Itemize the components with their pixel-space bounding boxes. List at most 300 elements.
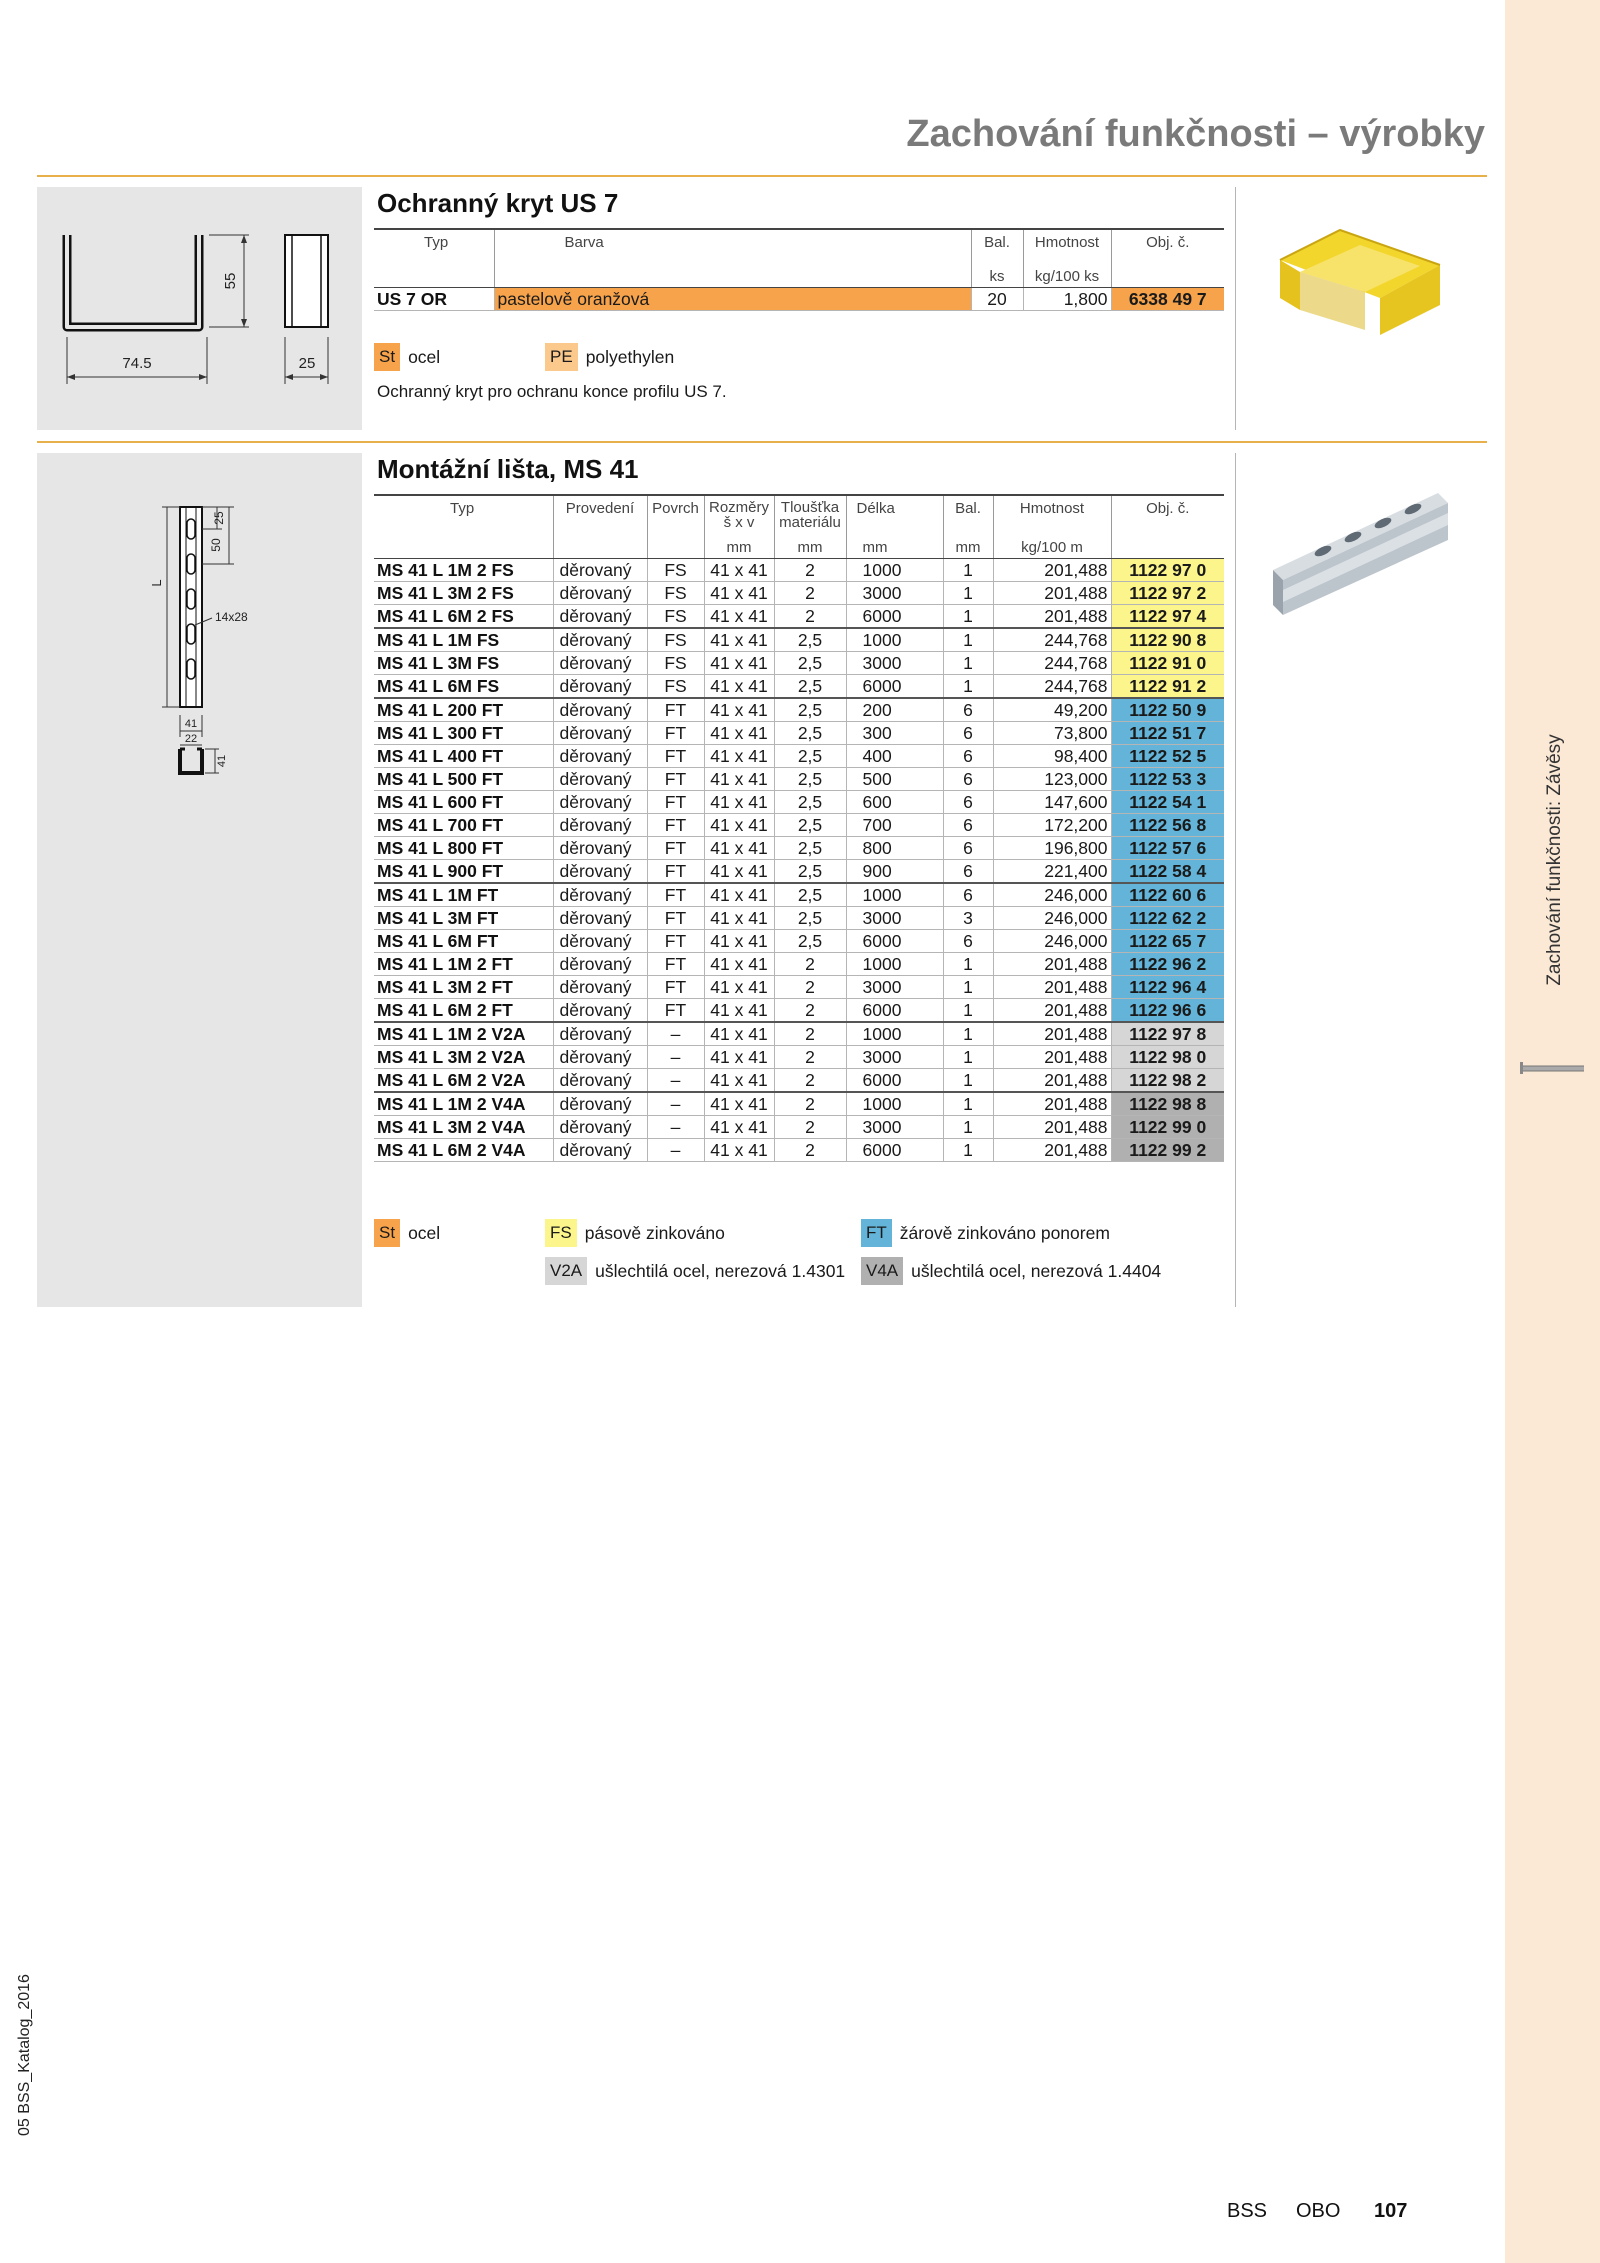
cell-provedeni: děrovaný xyxy=(553,975,647,998)
cell-povrch: FS xyxy=(647,651,704,674)
cell-provedeni: děrovaný xyxy=(553,721,647,744)
cell-typ: MS 41 L 6M 2 V2A xyxy=(374,1068,553,1092)
table-row xyxy=(374,883,1224,907)
cell-povrch: – xyxy=(647,1115,704,1138)
cell-rozmery: 41 x 41 xyxy=(704,813,774,836)
section1-note: Ochranný kryt pro ochranu konce profilu US 7. xyxy=(377,382,727,401)
side-strip xyxy=(1505,0,1600,2263)
unit-tloustka: mm xyxy=(774,530,846,558)
cell-delka: 1000 xyxy=(846,952,943,975)
cell-bal: 1 xyxy=(943,604,993,628)
cell-hmotnost: 246,000 xyxy=(993,883,1111,907)
cell-typ: MS 41 L 3M 2 V2A xyxy=(374,1045,553,1068)
cell-typ: MS 41 L 1M 2 FS xyxy=(374,558,553,581)
cell-provedeni: děrovaný xyxy=(553,883,647,907)
cell-provedeni: děrovaný xyxy=(553,651,647,674)
cell-tloustka: 2,5 xyxy=(774,651,846,674)
cell-tloustka: 2 xyxy=(774,975,846,998)
th-obj: Obj. č. xyxy=(1111,495,1224,530)
cell-hmotnost: 246,000 xyxy=(993,929,1111,952)
cell-obj: 1122 96 4 xyxy=(1111,975,1224,998)
cell-rozmery: 41 x 41 xyxy=(704,1092,774,1116)
cell-bal: 6 xyxy=(943,698,993,722)
cell-povrch: FT xyxy=(647,698,704,722)
cell-delka: 700 xyxy=(846,813,943,836)
cell-tloustka: 2,5 xyxy=(774,744,846,767)
cell-povrch: FT xyxy=(647,790,704,813)
cell-hmotnost: 244,768 xyxy=(993,674,1111,698)
legend-code: FS xyxy=(545,1219,577,1247)
table-row xyxy=(374,813,1224,836)
cell-delka: 1000 xyxy=(846,1092,943,1116)
cell-provedeni: děrovaný xyxy=(553,698,647,722)
cell-tloustka: 2 xyxy=(774,1138,846,1161)
cell-typ: MS 41 L 300 FT xyxy=(374,721,553,744)
cell-tloustka: 2,5 xyxy=(774,628,846,652)
cell-povrch: FT xyxy=(647,883,704,907)
legend-ft xyxy=(861,1219,1110,1247)
cell-provedeni: děrovaný xyxy=(553,767,647,790)
dim-25: 25 xyxy=(212,511,226,525)
cell-obj: 1122 96 6 xyxy=(1111,998,1224,1022)
table-row xyxy=(374,721,1224,744)
cell-bal: 6 xyxy=(943,836,993,859)
cell-rozmery: 41 x 41 xyxy=(704,859,774,883)
cell-typ: MS 41 L 1M FT xyxy=(374,883,553,907)
cell-delka: 200 xyxy=(846,698,943,722)
cell-tloustka: 2,5 xyxy=(774,721,846,744)
section1-divider xyxy=(1235,187,1236,430)
dim-height: 55 xyxy=(222,272,239,290)
cell-obj: 1122 51 7 xyxy=(1111,721,1224,744)
table-row xyxy=(374,287,1224,310)
cell-bal: 1 xyxy=(943,1068,993,1092)
legend-label: žárově zinkováno ponorem xyxy=(899,1222,1110,1243)
table-row xyxy=(374,767,1224,790)
cell-povrch: FT xyxy=(647,929,704,952)
cell-hmotnost: 123,000 xyxy=(993,767,1111,790)
cell-obj: 1122 97 4 xyxy=(1111,604,1224,628)
cell-rozmery: 41 x 41 xyxy=(704,604,774,628)
cell-obj: 1122 98 8 xyxy=(1111,1092,1224,1116)
cell-povrch: – xyxy=(647,1022,704,1046)
cell-rozmery: 41 x 41 xyxy=(704,721,774,744)
th-bal: Bal. xyxy=(971,229,1023,251)
cell-delka: 1000 xyxy=(846,558,943,581)
cell-povrch: – xyxy=(647,1068,704,1092)
cell-tloustka: 2 xyxy=(774,952,846,975)
cell-bal: 1 xyxy=(943,1022,993,1046)
cell-rozmery: 41 x 41 xyxy=(704,744,774,767)
cell-bal: 3 xyxy=(943,906,993,929)
cell-bal: 1 xyxy=(943,1092,993,1116)
cell-typ: MS 41 L 800 FT xyxy=(374,836,553,859)
cell-delka: 800 xyxy=(846,836,943,859)
section1-title: Ochranný kryt US 7 xyxy=(377,188,619,218)
legend-label: polyethylen xyxy=(585,346,675,367)
th-hmotnost: Hmotnost xyxy=(1023,229,1111,251)
cell-typ: MS 41 L 6M 2 V4A xyxy=(374,1138,553,1161)
section2-divider xyxy=(1235,453,1236,1307)
legend-code: V4A xyxy=(861,1257,903,1285)
cell-tloustka: 2,5 xyxy=(774,929,846,952)
cell-bal: 20 xyxy=(971,287,1023,310)
cell-provedeni: děrovaný xyxy=(553,813,647,836)
cell-povrch: FS xyxy=(647,628,704,652)
cell-typ: MS 41 L 3M FS xyxy=(374,651,553,674)
cell-provedeni: děrovaný xyxy=(553,674,647,698)
cell-povrch: – xyxy=(647,1138,704,1161)
cell-provedeni: děrovaný xyxy=(553,1068,647,1092)
cell-bal: 6 xyxy=(943,744,993,767)
cell-hmotnost: 98,400 xyxy=(993,744,1111,767)
cell-tloustka: 2 xyxy=(774,998,846,1022)
cell-delka: 3000 xyxy=(846,975,943,998)
table-row xyxy=(374,790,1224,813)
cell-rozmery: 41 x 41 xyxy=(704,698,774,722)
cell-obj: 6338 49 7 xyxy=(1111,287,1224,310)
cell-tloustka: 2 xyxy=(774,1068,846,1092)
cell-rozmery: 41 x 41 xyxy=(704,651,774,674)
legend-v2a xyxy=(545,1257,845,1285)
cell-typ: MS 41 L 1M FS xyxy=(374,628,553,652)
cell-obj: 1122 56 8 xyxy=(1111,813,1224,836)
cell-tloustka: 2 xyxy=(774,581,846,604)
cell-obj: 1122 97 8 xyxy=(1111,1022,1224,1046)
table-row xyxy=(374,998,1224,1022)
cell-provedeni: děrovaný xyxy=(553,628,647,652)
cell-obj: 1122 60 6 xyxy=(1111,883,1224,907)
cell-rozmery: 41 x 41 xyxy=(704,581,774,604)
cell-delka: 1000 xyxy=(846,1022,943,1046)
dim-l: L xyxy=(149,579,164,587)
cell-provedeni: děrovaný xyxy=(553,604,647,628)
cell-provedeni: děrovaný xyxy=(553,1022,647,1046)
cell-povrch: FS xyxy=(647,674,704,698)
cell-tloustka: 2,5 xyxy=(774,790,846,813)
cell-delka: 3000 xyxy=(846,651,943,674)
cell-rozmery: 41 x 41 xyxy=(704,952,774,975)
cell-hmotnost: 147,600 xyxy=(993,790,1111,813)
cell-rozmery: 41 x 41 xyxy=(704,1115,774,1138)
cell-hmotnost: 201,488 xyxy=(993,1045,1111,1068)
cell-tloustka: 2 xyxy=(774,1115,846,1138)
cell-provedeni: děrovaný xyxy=(553,998,647,1022)
cell-typ: MS 41 L 700 FT xyxy=(374,813,553,836)
th-typ: Typ xyxy=(374,229,494,251)
cell-povrch: FT xyxy=(647,813,704,836)
unit-bal: ks xyxy=(971,251,1023,287)
table-row xyxy=(374,628,1224,652)
footer-bss: BSS xyxy=(1227,2200,1268,2222)
cell-delka: 3000 xyxy=(846,906,943,929)
cell-obj: 1122 54 1 xyxy=(1111,790,1224,813)
cell-typ: MS 41 L 1M 2 V4A xyxy=(374,1092,553,1116)
cell-provedeni: děrovaný xyxy=(553,744,647,767)
cell-hmotnost: 201,488 xyxy=(993,998,1111,1022)
table-row xyxy=(374,651,1224,674)
cell-rozmery: 41 x 41 xyxy=(704,1068,774,1092)
dim-w22: 22 xyxy=(184,733,198,745)
cell-obj: 1122 50 9 xyxy=(1111,698,1224,722)
dim-w41: 41 xyxy=(184,718,198,730)
cell-rozmery: 41 x 41 xyxy=(704,906,774,929)
legend-pe xyxy=(545,343,674,371)
cell-obj: 1122 99 0 xyxy=(1111,1115,1224,1138)
cell-obj: 1122 97 0 xyxy=(1111,558,1224,581)
cell-obj: 1122 57 6 xyxy=(1111,836,1224,859)
cell-obj: 1122 53 3 xyxy=(1111,767,1224,790)
cell-bal: 1 xyxy=(943,558,993,581)
cell-typ: MS 41 L 500 FT xyxy=(374,767,553,790)
cell-delka: 3000 xyxy=(846,581,943,604)
cell-rozmery: 41 x 41 xyxy=(704,1022,774,1046)
cell-obj: 1122 96 2 xyxy=(1111,952,1224,975)
cell-tloustka: 2 xyxy=(774,604,846,628)
cell-obj: 1122 62 2 xyxy=(1111,906,1224,929)
dim-50: 50 xyxy=(209,538,223,552)
cell-hmotnost: 172,200 xyxy=(993,813,1111,836)
ms41-technical-drawing xyxy=(37,453,362,853)
th-typ: Typ xyxy=(374,495,553,530)
table-row xyxy=(374,1138,1224,1161)
cell-delka: 900 xyxy=(846,859,943,883)
section-rule xyxy=(37,441,1487,443)
catalog-code: 05 BSS_Katalog_2016 xyxy=(16,1974,33,2136)
cell-hmotnost: 201,488 xyxy=(993,952,1111,975)
cell-povrch: FT xyxy=(647,998,704,1022)
drawing-panel-us7 xyxy=(37,187,362,430)
cell-obj: 1122 90 8 xyxy=(1111,628,1224,652)
cell-obj: 1122 91 0 xyxy=(1111,651,1224,674)
th-povrch: Povrch xyxy=(647,495,704,530)
unit-delka: mm xyxy=(846,530,943,558)
cell-hmotnost: 201,488 xyxy=(993,558,1111,581)
cell-bal: 1 xyxy=(943,581,993,604)
th-barva: Barva xyxy=(494,229,971,251)
cell-bal: 6 xyxy=(943,883,993,907)
cell-rozmery: 41 x 41 xyxy=(704,767,774,790)
cell-obj: 1122 52 5 xyxy=(1111,744,1224,767)
dim-h41: 41 xyxy=(216,754,228,768)
cell-provedeni: děrovaný xyxy=(553,836,647,859)
cell-obj: 1122 65 7 xyxy=(1111,929,1224,952)
legend-label: ušlechtilá ocel, nerezová 1.4404 xyxy=(911,1260,1162,1281)
cell-typ: MS 41 L 400 FT xyxy=(374,744,553,767)
cell-delka: 6000 xyxy=(846,1138,943,1161)
cell-hmotnost: 201,488 xyxy=(993,1138,1111,1161)
cell-hmotnost: 201,488 xyxy=(993,1022,1111,1046)
cell-povrch: FT xyxy=(647,952,704,975)
cell-provedeni: děrovaný xyxy=(553,1045,647,1068)
dim-width: 74.5 xyxy=(122,355,152,372)
legend-st xyxy=(374,1219,440,1247)
cell-obj: 1122 91 2 xyxy=(1111,674,1224,698)
legend-code: FT xyxy=(861,1219,892,1247)
cell-delka: 3000 xyxy=(846,1045,943,1068)
legend-label: ocel xyxy=(408,346,441,367)
cell-rozmery: 41 x 41 xyxy=(704,674,774,698)
cell-delka: 6000 xyxy=(846,674,943,698)
cell-povrch: FT xyxy=(647,836,704,859)
ms41-table xyxy=(374,494,1224,1162)
cell-bal: 1 xyxy=(943,1138,993,1161)
cell-povrch: – xyxy=(647,1045,704,1068)
cell-typ: MS 41 L 600 FT xyxy=(374,790,553,813)
unit-rozmery: mm xyxy=(704,530,774,558)
table-row xyxy=(374,836,1224,859)
cell-typ: MS 41 L 3M 2 FS xyxy=(374,581,553,604)
legend-label: ušlechtilá ocel, nerezová 1.4301 xyxy=(595,1260,846,1281)
cell-delka: 3000 xyxy=(846,1115,943,1138)
cell-provedeni: děrovaný xyxy=(553,952,647,975)
cell-typ: MS 41 L 1M 2 FT xyxy=(374,952,553,975)
page-number: 107 xyxy=(1374,2200,1408,2222)
cell-hmotnost: 244,768 xyxy=(993,628,1111,652)
cell-typ: MS 41 L 1M 2 V2A xyxy=(374,1022,553,1046)
cell-delka: 500 xyxy=(846,767,943,790)
cell-povrch: FT xyxy=(647,906,704,929)
cell-hmotnost: 221,400 xyxy=(993,859,1111,883)
cell-rozmery: 41 x 41 xyxy=(704,790,774,813)
cell-delka: 6000 xyxy=(846,929,943,952)
table-row xyxy=(374,604,1224,628)
cell-rozmery: 41 x 41 xyxy=(704,998,774,1022)
legend-label: ocel xyxy=(408,1222,441,1243)
cell-provedeni: děrovaný xyxy=(553,1092,647,1116)
table-row xyxy=(374,929,1224,952)
cell-hmotnost: 49,200 xyxy=(993,698,1111,722)
cell-tloustka: 2,5 xyxy=(774,767,846,790)
cell-hmotnost: 244,768 xyxy=(993,651,1111,674)
table-row xyxy=(374,975,1224,998)
table-row xyxy=(374,558,1224,581)
cell-povrch: FT xyxy=(647,721,704,744)
cell-tloustka: 2,5 xyxy=(774,698,846,722)
cell-provedeni: děrovaný xyxy=(553,929,647,952)
cell-bal: 6 xyxy=(943,813,993,836)
table-row xyxy=(374,1022,1224,1046)
footer-obo: OBO xyxy=(1296,2200,1341,2222)
cell-povrch: FT xyxy=(647,767,704,790)
cell-delka: 300 xyxy=(846,721,943,744)
page-title: Zachování funkčnosti – výrobky xyxy=(906,113,1485,155)
table-row xyxy=(374,1068,1224,1092)
cell-provedeni: děrovaný xyxy=(553,1138,647,1161)
legend-code: St xyxy=(374,343,400,371)
cell-tloustka: 2 xyxy=(774,1022,846,1046)
th-hmotnost: Hmotnost xyxy=(993,495,1111,530)
cell-bal: 1 xyxy=(943,651,993,674)
cell-rozmery: 41 x 41 xyxy=(704,883,774,907)
cell-delka: 400 xyxy=(846,744,943,767)
cell-bal: 6 xyxy=(943,721,993,744)
cell-rozmery: 41 x 41 xyxy=(704,929,774,952)
cell-bal: 6 xyxy=(943,859,993,883)
cell-hmotnost: 201,488 xyxy=(993,975,1111,998)
cell-bal: 1 xyxy=(943,1115,993,1138)
cell-delka: 1000 xyxy=(846,628,943,652)
cell-bal: 1 xyxy=(943,1045,993,1068)
us7-product-image xyxy=(1270,220,1450,340)
cell-typ: MS 41 L 200 FT xyxy=(374,698,553,722)
cell-provedeni: děrovaný xyxy=(553,859,647,883)
th-provedeni: Provedení xyxy=(553,495,647,530)
cell-rozmery: 41 x 41 xyxy=(704,1045,774,1068)
cell-tloustka: 2,5 xyxy=(774,836,846,859)
cell-povrch: FS xyxy=(647,581,704,604)
table-row xyxy=(374,952,1224,975)
cell-provedeni: děrovaný xyxy=(553,581,647,604)
cell-rozmery: 41 x 41 xyxy=(704,836,774,859)
cell-obj: 1122 58 4 xyxy=(1111,859,1224,883)
cell-typ: MS 41 L 3M 2 FT xyxy=(374,975,553,998)
cell-hmotnost: 201,488 xyxy=(993,1115,1111,1138)
cell-tloustka: 2,5 xyxy=(774,859,846,883)
cell-provedeni: děrovaný xyxy=(553,790,647,813)
cell-hmotnost: 201,488 xyxy=(993,1092,1111,1116)
legend-code: St xyxy=(374,1219,400,1247)
cell-hmotnost: 246,000 xyxy=(993,906,1111,929)
th-bal: Bal. xyxy=(943,495,993,530)
legend-label: pásově zinkováno xyxy=(584,1222,725,1243)
legend-v4a xyxy=(861,1257,1161,1285)
cell-provedeni: děrovaný xyxy=(553,1115,647,1138)
cell-povrch: FS xyxy=(647,558,704,581)
cell-rozmery: 41 x 41 xyxy=(704,975,774,998)
cell-obj: 1122 98 0 xyxy=(1111,1045,1224,1068)
table-row xyxy=(374,674,1224,698)
table-row xyxy=(374,581,1224,604)
dim-slot: 14x28 xyxy=(215,610,248,624)
cell-povrch: FT xyxy=(647,975,704,998)
cell-tloustka: 2,5 xyxy=(774,813,846,836)
cell-tloustka: 2,5 xyxy=(774,674,846,698)
cell-rozmery: 41 x 41 xyxy=(704,558,774,581)
cell-delka: 6000 xyxy=(846,604,943,628)
table-row xyxy=(374,859,1224,883)
unit-bal: mm xyxy=(943,530,993,558)
cell-typ: MS 41 L 900 FT xyxy=(374,859,553,883)
cell-hmotnost: 196,800 xyxy=(993,836,1111,859)
cell-provedeni: děrovaný xyxy=(553,906,647,929)
cell-barva: pastelově oranžová xyxy=(494,287,971,310)
cell-povrch: FT xyxy=(647,859,704,883)
cell-hmotnost: 201,488 xyxy=(993,581,1111,604)
cell-tloustka: 2,5 xyxy=(774,906,846,929)
table-row xyxy=(374,1092,1224,1116)
cell-hmotnost: 73,800 xyxy=(993,721,1111,744)
legend-code: PE xyxy=(545,343,578,371)
table-row xyxy=(374,1115,1224,1138)
title-rule xyxy=(37,175,1487,177)
th-delka: Délka xyxy=(846,495,943,530)
cell-hmotnost: 201,488 xyxy=(993,604,1111,628)
cell-tloustka: 2,5 xyxy=(774,883,846,907)
cell-bal: 6 xyxy=(943,929,993,952)
cell-typ: MS 41 L 6M 2 FS xyxy=(374,604,553,628)
cell-typ: MS 41 L 3M 2 V4A xyxy=(374,1115,553,1138)
cell-bal: 1 xyxy=(943,674,993,698)
cell-bal: 6 xyxy=(943,790,993,813)
dim-depth: 25 xyxy=(298,355,316,372)
drawing-panel-ms41 xyxy=(37,453,362,1307)
cell-bal: 1 xyxy=(943,975,993,998)
cell-povrch: FS xyxy=(647,604,704,628)
cell-typ: MS 41 L 6M FT xyxy=(374,929,553,952)
unit-hmotnost: kg/100 m xyxy=(993,530,1111,558)
cell-rozmery: 41 x 41 xyxy=(704,1138,774,1161)
